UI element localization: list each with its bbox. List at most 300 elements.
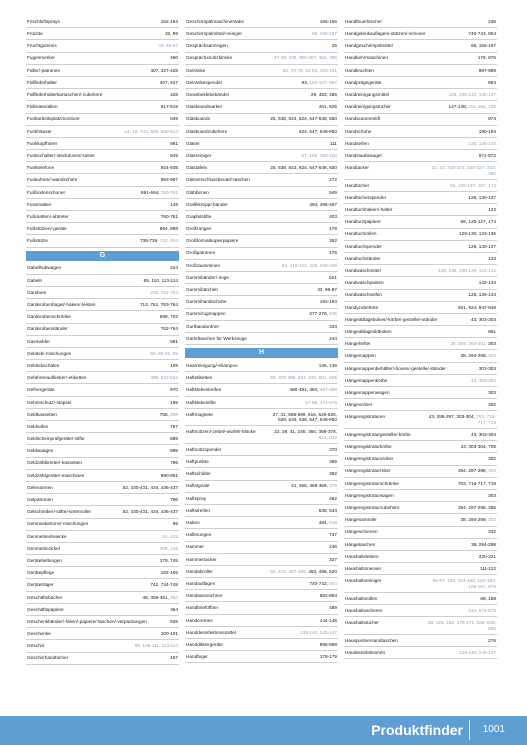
page-ref: 65, 105-111, 113-114 [134, 643, 178, 649]
page-ref: 66, 166-167 [470, 43, 496, 49]
index-entry [26, 384, 179, 396]
index-entry [26, 16, 179, 28]
entry-pages [329, 214, 337, 219]
entry-pages [458, 468, 496, 473]
entry-term: Haftstreifen [186, 507, 210, 513]
page-ref: 38, 294-299, [460, 517, 489, 523]
entry-pages [161, 19, 178, 24]
page-ref: 33, 96-97 [317, 287, 337, 293]
entry-pages [426, 620, 496, 631]
index-entry [26, 640, 179, 652]
entry-term: Geschirrhandtücher [27, 655, 69, 661]
page-ref: 29, 483, 485 [310, 92, 337, 98]
page-ref: 796 [170, 460, 178, 466]
entry-term: Gelpatronen [27, 497, 53, 503]
entry-pages [291, 483, 337, 488]
entry-term: Gelschreiber/-stifte/-tintenroller [27, 509, 92, 515]
index-entry [185, 360, 338, 372]
page-ref: 43, 295-297, 303-304, [428, 414, 477, 420]
index-entry [26, 89, 179, 101]
index-entry [185, 456, 338, 468]
entry-pages [270, 569, 337, 574]
entry-pages [488, 493, 496, 498]
index-entry [26, 397, 179, 409]
entry-pages [471, 378, 496, 383]
page-ref: 139-140, 145-147 [458, 649, 496, 655]
index-entry [26, 470, 179, 482]
entry-term: Fussmatten [27, 201, 52, 207]
entry-pages [329, 226, 337, 231]
entry-pages [170, 202, 178, 207]
entry-term: Handabroller [186, 568, 213, 574]
page-ref: 54, 415 [162, 533, 178, 539]
index-column-1 [26, 16, 179, 665]
index-entry [26, 579, 179, 591]
page-ref: 83, [301, 79, 310, 85]
page-ref: 100-101 [319, 67, 337, 73]
entry-term: Handprägegeräte [345, 79, 382, 85]
index-entry [185, 481, 338, 493]
entry-term: Hängeregistraturkörbe [345, 444, 392, 450]
index-entry [26, 150, 179, 162]
index-entry [185, 235, 338, 247]
page-ref: 895-898 [319, 641, 337, 647]
page-ref: 50, 378-388, [270, 375, 298, 381]
entry-term: Gardinen [27, 289, 47, 295]
entry-pages [300, 630, 337, 635]
index-entry [344, 375, 497, 387]
page-ref: 167 [170, 655, 178, 661]
index-entry [185, 627, 338, 639]
entry-pages [170, 436, 178, 441]
index-entry [26, 162, 179, 174]
entry-pages [471, 542, 496, 547]
entry-pages [459, 231, 496, 236]
entry-pages [161, 631, 178, 636]
entry-term: Hängemappen [345, 353, 376, 359]
index-entry [185, 89, 338, 101]
page-ref: 32, 99 [164, 31, 178, 37]
entry-term: Hammer [186, 544, 204, 550]
page-ref: 895 [170, 448, 178, 454]
entry-pages [329, 496, 337, 501]
entry-pages [488, 207, 496, 212]
entry-term: Gläser [186, 140, 200, 146]
entry-term: Hängemappenbehälter/-boxen/-gestelle/-ständer [345, 365, 446, 371]
index-entry [185, 138, 338, 150]
entry-term: Glühbirnen [186, 189, 209, 195]
entry-term: Fußstütze [27, 238, 48, 244]
index-entry [26, 275, 179, 287]
index-entry [185, 590, 338, 602]
index-entry [26, 604, 179, 616]
entry-term: Geschirr [27, 643, 45, 649]
entry-pages [274, 55, 337, 60]
page-ref: 352 [329, 238, 337, 244]
entry-term: Großraumminen [186, 262, 221, 268]
index-entry [185, 272, 338, 284]
index-entry [185, 639, 338, 651]
index-entry [26, 653, 179, 665]
index-entry [344, 253, 497, 265]
entry-term: Geldwaagen [27, 448, 54, 454]
entry-term: Geschirrspülmaschinentabs [186, 18, 244, 24]
entry-term: Hängeregistraturreiter [345, 468, 391, 474]
page-ref: 125, 136-142, [448, 92, 479, 98]
page-ref: 521 [329, 274, 337, 280]
index-entry [185, 529, 338, 541]
entry-term: Hängeregistraturen [345, 414, 386, 420]
index-entry [185, 444, 338, 456]
entry-term: Gummibärchen [186, 287, 219, 293]
entry-term: Handseifen [345, 140, 369, 146]
entry-term: Gerätepflege [27, 570, 55, 576]
entry-pages [170, 116, 178, 121]
index-entry [185, 566, 338, 578]
entry-term: Gelenarmen [27, 484, 53, 490]
entry-term: Hängeablagesktboken [345, 328, 392, 334]
page-ref: 428 [170, 92, 178, 98]
page-ref: 56-57, 150, 153-160, [432, 578, 478, 584]
page-ref: 147-148, [448, 104, 469, 110]
index-entry [344, 204, 497, 216]
page-ref: 65, 110, 113-114 [143, 277, 178, 283]
page-ref: 389 [329, 459, 337, 465]
entry-pages [468, 141, 496, 146]
page-ref: 987-989 [478, 67, 496, 73]
entry-term: Haushaltsrollen [345, 595, 378, 601]
index-entry [185, 615, 338, 627]
entry-pages [329, 459, 337, 464]
page-ref: 332 [488, 529, 496, 535]
index-entry [185, 114, 338, 126]
index-entry [344, 126, 497, 138]
page-ref: 892-893 [319, 593, 337, 599]
entry-pages [170, 92, 178, 97]
index-entry [344, 89, 497, 101]
page-ref: 179 [329, 226, 337, 232]
entry-term: Hängetaschen [345, 541, 376, 547]
entry-term: Haftklebestreifen [186, 387, 222, 393]
entry-term: Hautdesinfektionen [345, 649, 386, 655]
entry-pages [270, 375, 337, 380]
page-ref: 703, 716-717, 719 [476, 414, 496, 425]
entry-term: Gleitverschlussbeutel/-taschen [186, 177, 250, 183]
entry-term: Großpatronen [186, 250, 216, 256]
entry-term: Hängeablagebokes/-körbe/-gestelle/-ständer [345, 316, 438, 322]
entry-pages [299, 129, 337, 134]
entry-pages [165, 31, 178, 36]
index-entry [185, 397, 338, 409]
index-entry [344, 290, 497, 302]
index-entry [26, 616, 179, 628]
entry-pages [270, 116, 337, 121]
page-ref: 493, 498, 520 [308, 568, 337, 574]
page-ref: 68, 125-127, 174 [460, 219, 496, 225]
index-entry [185, 578, 338, 590]
index-column-3 [344, 16, 497, 659]
page-ref: 921, 924, 947-948 [457, 304, 496, 310]
page-ref: 125, 130-137 [468, 243, 496, 249]
entry-term: Funkkopfhörer [27, 140, 58, 146]
entry-pages [150, 68, 178, 73]
page-ref: 363 [170, 594, 178, 600]
page-ref: 244, 572-575 [468, 607, 496, 613]
entry-term: Greifzangen [186, 226, 212, 232]
entry-term: Glasreiniger [186, 152, 212, 158]
entry-pages [283, 68, 337, 73]
entry-pages [170, 363, 178, 368]
page-ref: 123 [488, 255, 496, 261]
entry-pages [161, 177, 178, 182]
entry-pages [329, 544, 337, 549]
entry-pages [319, 520, 337, 525]
page-ref: 38, 294-298 [470, 541, 496, 547]
entry-term: Gefriergeräte [27, 387, 55, 393]
index-entry [185, 16, 338, 28]
page-ref: 949 [329, 189, 337, 195]
index-entry [26, 324, 179, 336]
entry-pages [449, 92, 496, 97]
entry-pages [160, 412, 178, 417]
index-entry [26, 445, 179, 457]
page-ref: 162-165 [160, 570, 178, 576]
entry-pages [160, 558, 178, 563]
page-ref: 874 [488, 116, 496, 122]
index-entry [26, 360, 179, 372]
entry-pages [150, 290, 178, 295]
page-ref: 703, 716-717, 719 [457, 480, 496, 486]
index-entry [26, 336, 179, 348]
index-entry [344, 265, 497, 277]
index-entry [26, 174, 179, 186]
entry-pages [329, 275, 337, 280]
page-ref: 742, 744-748 [150, 582, 178, 588]
entry-term: Handcremes [186, 617, 213, 623]
index-entry [344, 593, 497, 605]
index-entry [185, 28, 338, 40]
entry-term: Handauszeichner [186, 593, 223, 599]
section-letter: G [26, 251, 179, 261]
page-ref: 65, 85-91, 95 [150, 350, 178, 356]
entry-term: Haushaltstücher [345, 620, 379, 626]
index-entry [26, 263, 179, 275]
entry-term: Handscanerestift [345, 116, 381, 122]
page-ref: 497-498 [319, 387, 337, 393]
entry-term: Grafikkrepp/-bänder [186, 201, 228, 207]
page-ref: 825, 828, 850 [476, 620, 496, 631]
entry-pages [170, 607, 178, 612]
index-entry [26, 126, 179, 138]
entry-pages [458, 481, 496, 486]
entry-term: Gerätebeltungen [27, 557, 62, 563]
page-ref: 971-972 [478, 152, 496, 158]
entry-term: Handtuchhaken/-halter [345, 207, 393, 213]
page-ref: 109 [170, 362, 178, 368]
entry-term: Geldkassetten [27, 411, 57, 417]
entry-term: Haftnotizen/-zettel/-würfel/-blöcke [186, 429, 256, 435]
entry-term: Hängehefter [345, 341, 371, 347]
entry-pages [488, 256, 496, 261]
entry-term: Hängeregistraturordner [345, 456, 394, 462]
entry-pages [488, 80, 496, 85]
entry-pages [461, 517, 496, 522]
page-ref: 949 [170, 152, 178, 158]
index-entry [344, 647, 497, 659]
page-ref: 981 [170, 338, 178, 344]
index-entry [344, 478, 497, 490]
page-ref: 538, 543 [318, 507, 337, 513]
entry-pages [488, 116, 496, 121]
entry-pages [320, 299, 337, 304]
entry-pages [302, 80, 337, 85]
index-entry [185, 517, 338, 529]
entry-pages [329, 324, 337, 329]
page-ref: 165-166 [319, 18, 337, 24]
index-entry [26, 101, 179, 113]
index-entry [185, 199, 338, 211]
index-entry [344, 65, 497, 77]
page-ref: 747 [329, 532, 337, 538]
index-entry [344, 302, 497, 314]
entry-term: Funkhäuser [27, 128, 52, 134]
page-ref: 757 [170, 423, 178, 429]
page-ref: 149 [170, 201, 178, 207]
index-entry [344, 527, 497, 539]
entry-pages [170, 141, 178, 146]
entry-pages [468, 31, 496, 36]
page-ref: 47-49, 332, 356-357, 362, 386 [273, 55, 337, 61]
entry-term: Haarreinigung/-shampoo [186, 362, 238, 368]
page-ref: 302 [488, 402, 496, 408]
entry-pages [478, 55, 496, 60]
page-ref: 480-481, 484, [289, 387, 320, 393]
entry-pages [170, 655, 178, 660]
entry-term: Hallerungen [186, 532, 212, 538]
page-ref: 889 [170, 436, 178, 442]
page-ref: 224 [170, 265, 178, 271]
entry-term: Graphitstifte [186, 213, 212, 219]
index-entry [344, 216, 497, 228]
page-ref: 38, 294-298, [460, 353, 489, 359]
page-ref: 624, 647, 649-650 [298, 128, 337, 134]
entry-pages [329, 605, 337, 610]
page-ref: 303 [488, 389, 496, 395]
entry-pages [270, 165, 337, 170]
page-ref: 66, 125-137, 167, 174 [450, 182, 496, 188]
page-ref: 898 [170, 411, 178, 417]
page-ref: 14, 19, 743, 905, 909-914 [124, 128, 178, 134]
entry-term: Funkuhren/-wandschirm [27, 177, 78, 183]
entry-pages [468, 292, 496, 297]
entry-pages [170, 619, 178, 624]
index-entry [344, 399, 497, 411]
page-ref: 43, 303-304 [470, 431, 496, 437]
index-entry [344, 617, 497, 635]
entry-term: Handtuchspender [345, 243, 383, 249]
page-ref: 894, 898 [159, 226, 178, 232]
index-entry [344, 490, 497, 502]
entry-term: Handwaschpasten [345, 280, 384, 286]
index-entry [26, 519, 179, 531]
entry-pages [161, 570, 178, 575]
entry-pages [479, 280, 496, 285]
page-ref: 104-107, 967 [309, 79, 337, 85]
entry-pages [170, 55, 178, 60]
index-entry [185, 77, 338, 89]
entry-term: Getränkespender [186, 79, 223, 85]
entry-term: Gabelhubwagen [27, 265, 62, 271]
entry-term: Gebäckschalen [27, 362, 60, 368]
page-ref: 145-147 [478, 92, 496, 98]
entry-pages [309, 581, 337, 586]
entry-term: Handdiktiergeräte [186, 641, 224, 647]
page-ref: 43, 303-304, 705 [460, 444, 496, 450]
page-ref: 178-179 [319, 654, 337, 660]
entry-pages [319, 363, 337, 368]
page-ref: 235, 761-764 [150, 289, 178, 295]
entry-term: Handschuhe [345, 128, 372, 134]
entry-pages [479, 554, 496, 559]
index-entry [344, 514, 497, 526]
entry-pages [123, 485, 178, 490]
entry-pages [330, 141, 337, 146]
index-entry [185, 333, 338, 345]
index-entry [344, 77, 497, 89]
page-ref: 333 [329, 323, 337, 329]
index-entry [344, 101, 497, 113]
entry-term: Hängeregistraturwagen [345, 492, 394, 498]
page-ref: 760-761 [160, 213, 178, 219]
index-entry [185, 384, 338, 396]
page-ref: 27, 31, 598-599, 616, 625-626, 628, 634, 638, 647, 649-650 [272, 411, 337, 423]
page-ref: 244 [329, 335, 337, 341]
index-entry [185, 101, 338, 113]
index-entry [26, 567, 179, 579]
entry-pages [468, 244, 496, 249]
page-ref: 614, 632 [318, 434, 337, 440]
entry-pages [488, 390, 496, 395]
entry-pages [123, 509, 178, 514]
page-ref: 742, 904 [159, 238, 178, 244]
entry-pages [320, 618, 337, 623]
entry-pages [311, 92, 337, 97]
entry-term: Funkarbeitsplatzmonitore [27, 116, 80, 122]
index-entry [185, 126, 338, 138]
page-ref: 68, 168 [480, 595, 496, 601]
entry-term: Garderobenschränke [27, 314, 72, 320]
entry-pages [329, 532, 337, 537]
index-entry [344, 605, 497, 617]
entry-pages [282, 263, 337, 268]
index-entry [344, 229, 497, 241]
entry-pages [150, 351, 178, 356]
page-ref: 294, 297-298, [457, 468, 489, 474]
page-ref: 890-891 [160, 472, 178, 478]
entry-pages [426, 165, 496, 176]
page-ref: 125, 136, 138-139, 141-142 [438, 268, 496, 274]
page-ref: 760-761 [160, 189, 178, 195]
entry-term: Glasboards [186, 116, 210, 122]
entry-pages [438, 268, 496, 273]
index-entry [26, 628, 179, 640]
entry-pages [170, 424, 178, 429]
entry-term: Handgeschirrspülmittel [345, 43, 393, 49]
entry-pages [302, 153, 337, 158]
index-entry [185, 260, 338, 272]
index-entry [26, 138, 179, 150]
page-ref: 25, 538, 543, 624, 647-648, 650 [270, 165, 337, 171]
